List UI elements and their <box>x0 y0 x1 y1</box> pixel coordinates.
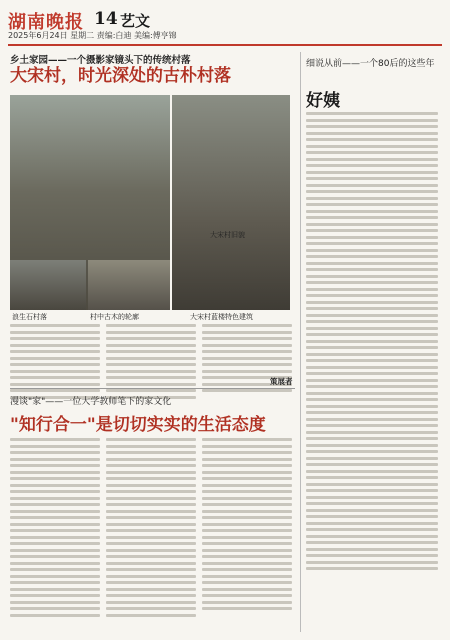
second-kicker: 漫谈"家"——一位大学教师笔下的家文化 <box>10 397 172 407</box>
lead-photo-secondary <box>172 95 290 310</box>
section-divider <box>10 388 295 389</box>
caption-photo-a: 浪生石村落 <box>12 313 47 321</box>
masthead <box>8 6 442 46</box>
side-kicker: 细说从前——一个80后的这些年 <box>306 59 435 69</box>
side-headline: 好姨 <box>306 91 340 111</box>
section-name: 艺文 <box>120 12 151 30</box>
paper-name: 湖南晚报 <box>8 12 84 33</box>
second-body-col-2 <box>106 438 196 617</box>
lead-photo-small-a <box>10 260 86 310</box>
lead-kicker: 乡土家园——一个摄影家镜头下的传统村落 <box>10 55 191 66</box>
second-body-col-3 <box>202 438 292 610</box>
caption-photo-c: 大宋村蓝楼特色建筑 <box>190 313 253 321</box>
second-body-col-1 <box>10 438 100 617</box>
caption-photo-b: 村中古木的轮廓 <box>90 313 139 321</box>
caption-big-photo: 大宋村旧貌 <box>210 231 245 239</box>
page-number: 14 <box>94 9 118 29</box>
issue-meta: 2025年6月24日 星期二 责编:白迪 美编:傅亨锦 <box>8 31 177 40</box>
lead-photo-small-b <box>88 260 170 310</box>
lead-headline: 大宋村，时光深处的古朴村落 <box>10 66 231 86</box>
column-divider <box>300 52 301 632</box>
side-body <box>306 112 438 570</box>
lead-byline: 策展者 <box>270 377 293 386</box>
second-headline: "知行合一"是切切实实的生活态度 <box>10 415 266 435</box>
